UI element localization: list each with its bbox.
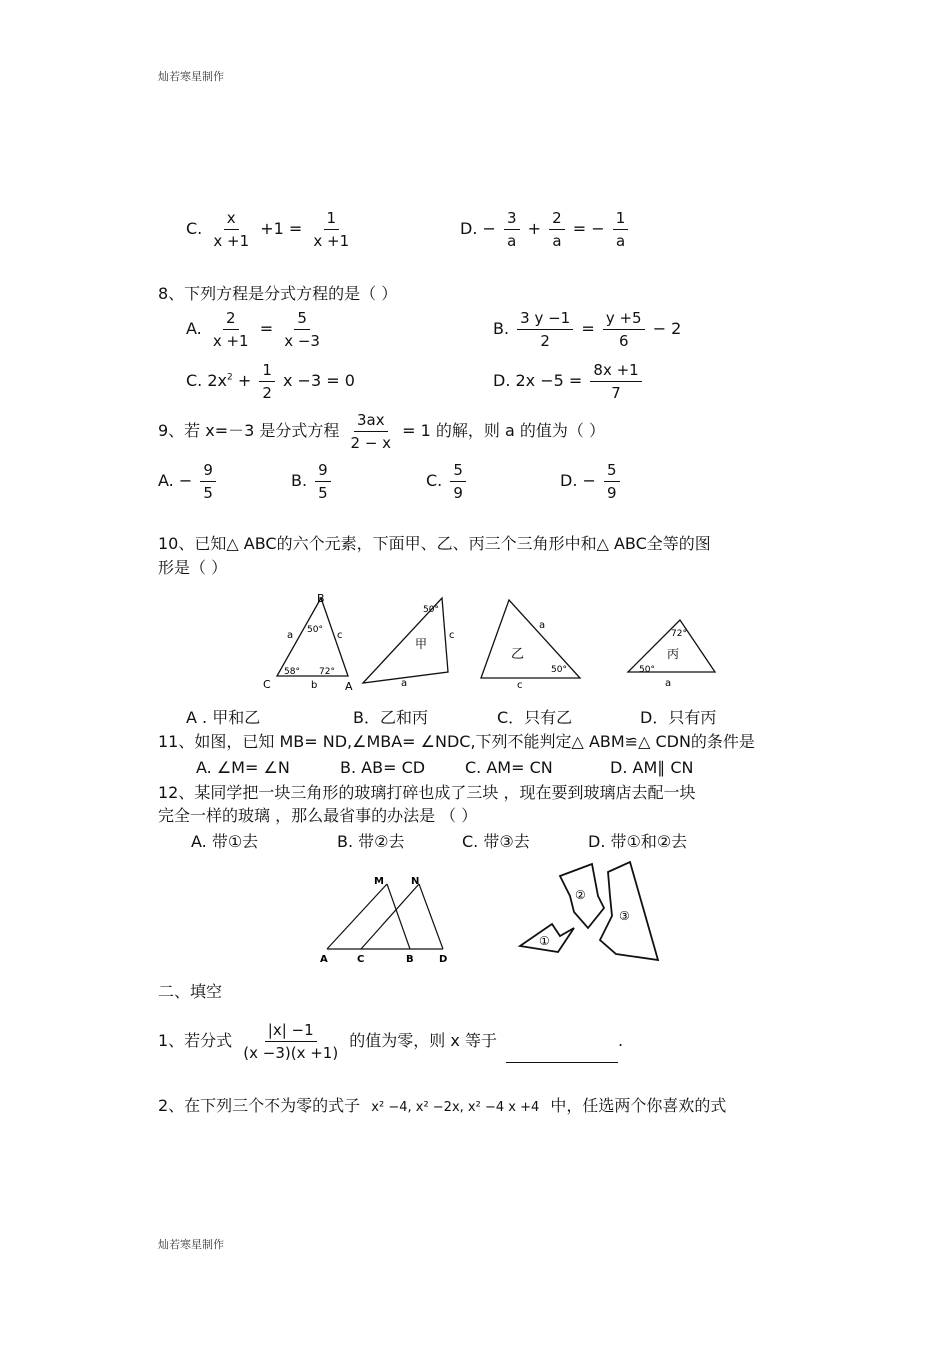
q11-option-d: D. AM∥ CN <box>610 758 694 777</box>
q12-option-a: A. 带①去 <box>191 832 259 851</box>
q8-d-den: 7 <box>611 384 621 402</box>
section2-q1 <box>158 1020 623 1063</box>
q8-c-sup: 2 <box>227 372 233 383</box>
q9-d-frac <box>604 460 620 503</box>
q9-d-num: 5 <box>604 460 620 482</box>
q9-num: 3ax <box>354 410 388 432</box>
q7-d-frac3 <box>613 208 629 251</box>
q8-a-label: A. <box>186 319 202 338</box>
q8-c-pre: 2x <box>207 371 228 390</box>
q9-b-num: 9 <box>315 460 331 482</box>
q7-option-c <box>186 208 355 251</box>
q8-stem: 8、下列方程是分式方程的是（ ） <box>158 284 398 303</box>
q9-d-label: D. − <box>560 471 596 490</box>
q8-option-a <box>186 308 326 351</box>
q8-d-num: 8x +1 <box>590 360 641 382</box>
bing-side-a: a <box>665 678 672 689</box>
s2q1-end: . <box>618 1031 624 1050</box>
bing-name: 丙 <box>667 647 680 661</box>
q11-stem: 11、如图，已知 MB= ND,∠MBA= ∠NDC,下列不能判定△ ABM≌△ CDN的条件是 <box>158 732 755 751</box>
q7-c-num2: 1 <box>324 208 340 230</box>
q7-d-num2: 2 <box>549 208 565 230</box>
yi-side-a: a <box>539 620 546 631</box>
q9-d-den: 9 <box>607 484 617 502</box>
q8-b-num1: 3 y −1 <box>517 308 573 330</box>
q7-c-num1: x <box>224 208 239 230</box>
fig11-label-A: A <box>320 954 328 965</box>
abc-side-b: b <box>311 680 318 691</box>
s2q1-den: (x −3)(x +1) <box>243 1044 339 1062</box>
fig11-label-N: N <box>411 876 420 887</box>
jia-name: 甲 <box>415 637 428 651</box>
q8-b-frac2 <box>603 308 645 351</box>
abc-label-C: C <box>263 678 271 691</box>
q9-c-label: C. <box>426 471 443 490</box>
q7-d-frac1 <box>504 208 520 251</box>
q12-line2: 完全一样的玻璃 ，那么最省事的办法是 （ ） <box>158 806 478 825</box>
q9-a-label: A. − <box>158 471 193 490</box>
q9-a-frac <box>200 460 216 503</box>
q8-d-frac <box>590 360 641 403</box>
q7-d-label: D. − <box>460 219 496 238</box>
q7-c-frac2 <box>310 208 352 251</box>
q10-option-a: A . 甲和乙 <box>186 708 261 727</box>
triangle-bing <box>628 620 715 689</box>
q8-a-eq: = <box>259 319 274 338</box>
q9-b-label: B. <box>291 471 308 490</box>
q8-a-frac2 <box>281 308 323 351</box>
yi-side-c: c <box>517 680 523 691</box>
s2q1-b: 的值为零，则 x 等于 <box>349 1031 497 1050</box>
q12-line1: 12、某同学把一块三角形的玻璃打碎也成了三块 ，现在要到玻璃店去配一块 <box>158 783 696 802</box>
q9-option-c <box>426 460 469 503</box>
q7-d-frac2 <box>549 208 565 251</box>
q8-c-den: 2 <box>262 384 272 402</box>
q12-option-b: B. 带②去 <box>337 832 405 851</box>
fig11-label-B: B <box>406 954 414 965</box>
section2-title: 二、填空 <box>158 982 223 1001</box>
q9-b-den: 5 <box>318 484 328 502</box>
fig11-label-D: D <box>439 954 448 965</box>
q11-option-c: C. AM= CN <box>465 758 553 777</box>
q10-triangles-figure <box>255 588 735 698</box>
q8-a-frac1 <box>210 308 252 351</box>
q8-option-b <box>493 308 681 351</box>
q7-d-op2: = − <box>572 219 605 238</box>
q9-c-num: 5 <box>450 460 466 482</box>
fig11-label-C: C <box>357 954 365 965</box>
s2q2-b: 中，任选两个你喜欢的式 <box>550 1096 727 1115</box>
q8-c-label: C. <box>186 371 203 390</box>
q8-d-pre: 2x −5 = <box>515 371 583 390</box>
abc-label-A: A <box>345 680 353 693</box>
q9-den: 2 − x <box>350 434 392 452</box>
glass-label-3: ③ <box>619 909 630 923</box>
q10-line2: 形是（ ） <box>158 558 228 577</box>
q8-a-num2: 5 <box>294 308 310 330</box>
q10-line1: 10、已知△ ABC的六个元素，下面甲、乙、丙三个三角形中和△ ABC全等的图 <box>158 534 711 553</box>
q8-c-num: 1 <box>259 360 275 382</box>
q10-option-c: C．只有乙 <box>497 708 573 727</box>
s2q2-expr: x² −4, x² −2x, x² −4 x +4 <box>371 1100 540 1115</box>
q9-stem-b: = 1 的解，则 a 的值为（ ） <box>402 421 605 440</box>
q9-option-d <box>560 460 623 503</box>
q7-c-den1: x +1 <box>213 232 250 250</box>
q8-c-plus: + <box>237 371 252 390</box>
q8-option-c <box>186 360 355 403</box>
page-footer: 灿若寒星制作 <box>158 1238 224 1251</box>
q8-b-frac1 <box>517 308 573 351</box>
abc-side-c: c <box>337 630 343 641</box>
q7-d-den1: a <box>507 232 517 250</box>
q7-d-num1: 3 <box>504 208 520 230</box>
yi-angle: 50° <box>551 665 567 675</box>
q11-figure <box>315 872 465 968</box>
glass-label-2: ② <box>575 888 586 902</box>
q8-a-den2: x −3 <box>284 332 320 350</box>
s2q2-a: 2、在下列三个不为零的式子 <box>158 1096 361 1115</box>
q8-c-tail: x −3 = 0 <box>282 371 355 390</box>
q12-option-c: C. 带③去 <box>462 832 530 851</box>
q10-option-d: D．只有丙 <box>640 708 717 727</box>
triangle-yi <box>481 600 580 691</box>
q12-glass-figure <box>512 856 672 966</box>
q7-d-op1: + <box>527 219 542 238</box>
answer-blank[interactable] <box>506 1046 618 1063</box>
q9-b-frac <box>315 460 331 503</box>
q8-a-num1: 2 <box>223 308 239 330</box>
jia-side-a: a <box>401 678 408 689</box>
q7-c-label: C. <box>186 219 203 238</box>
abc-angle-C: 58° <box>284 667 300 677</box>
bing-angle-1: 72° <box>671 629 687 639</box>
q9-c-frac <box>450 460 466 503</box>
bing-angle-2: 50° <box>639 665 655 675</box>
q9-stem <box>158 410 605 453</box>
q7-d-den2: a <box>552 232 562 250</box>
q7-c-mid: +1 = <box>260 219 303 238</box>
s2q1-frac <box>240 1020 341 1063</box>
page-header: 灿若寒星制作 <box>158 70 224 83</box>
s2q1-num: |x| −1 <box>265 1020 317 1042</box>
abc-label-B: B <box>317 592 325 605</box>
abc-angle-B: 50° <box>307 625 323 635</box>
triangle-jia <box>363 598 455 689</box>
q9-option-b <box>291 460 334 503</box>
q8-c-frac <box>259 360 275 403</box>
q7-d-den3: a <box>615 232 626 250</box>
q7-d-num3: 1 <box>613 208 629 230</box>
triangle-abc <box>263 592 353 693</box>
q9-frac <box>348 410 395 453</box>
q8-option-d <box>493 360 645 403</box>
q8-b-label: B. <box>493 319 510 338</box>
q12-option-d: D. 带①和②去 <box>588 832 688 851</box>
fig11-label-M: M <box>374 876 384 887</box>
q9-a-num: 9 <box>200 460 216 482</box>
q8-d-label: D. <box>493 371 511 390</box>
abc-side-a: a <box>287 630 294 641</box>
q8-b-den2: 6 <box>618 332 629 350</box>
jia-side-c: c <box>449 630 455 641</box>
q8-b-num2: y +5 <box>603 308 645 330</box>
q8-b-den1: 2 <box>540 332 550 350</box>
q9-option-a <box>158 460 219 503</box>
abc-angle-A: 72° <box>319 667 335 677</box>
s2q1-a: 1、若分式 <box>158 1031 233 1050</box>
q7-option-d <box>460 208 631 251</box>
q8-b-eq: = <box>581 319 595 338</box>
q11-option-a: A. ∠M= ∠N <box>196 758 290 777</box>
q7-c-frac1 <box>210 208 252 251</box>
q8-b-tail: − 2 <box>652 319 682 338</box>
yi-name: 乙 <box>511 647 525 662</box>
q9-c-den: 9 <box>453 484 463 502</box>
q9-stem-a: 9、若 x=－3 是分式方程 <box>158 421 340 440</box>
jia-angle: 50° <box>423 605 439 615</box>
q8-a-den1: x +1 <box>212 332 249 350</box>
q9-a-den: 5 <box>203 484 213 502</box>
q10-option-b: B．乙和丙 <box>353 708 428 727</box>
q11-option-b: B. AB= CD <box>340 758 426 777</box>
q7-c-den2: x +1 <box>313 232 350 250</box>
glass-label-1: ① <box>539 934 550 948</box>
section2-q2 <box>158 1096 726 1118</box>
